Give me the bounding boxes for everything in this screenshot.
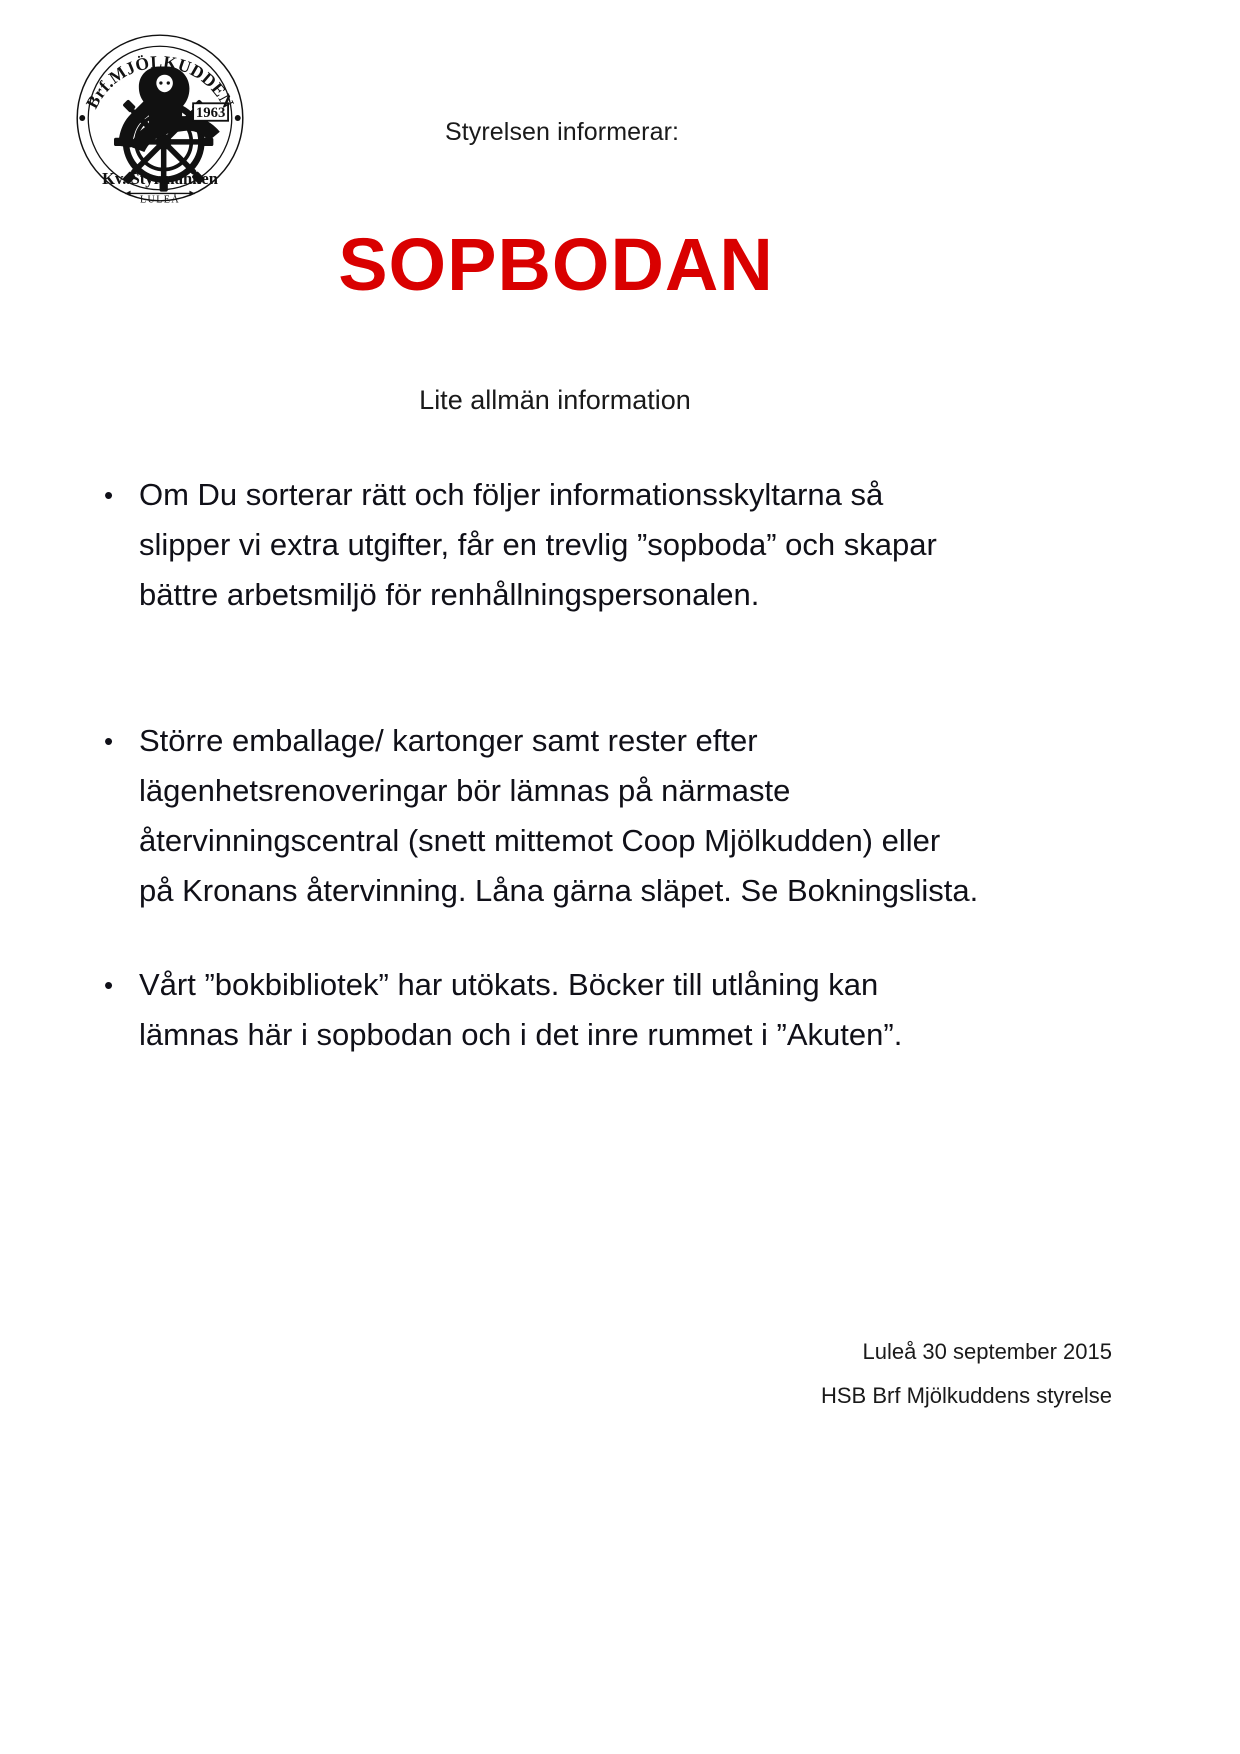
kicker-text: Styrelsen informerar:: [444, 118, 680, 146]
page-subtitle-text: Lite allmän information: [419, 385, 691, 415]
document-footer: [0, 1330, 1112, 1418]
list-item: [96, 716, 1096, 916]
list-item-line: • Om Du sorterar rätt och följer informationsskyltarna så: [139, 477, 884, 512]
footer-signature: HSB Brf Mjölkuddens styrelse: [821, 1383, 1112, 1408]
list-item-line: • Större emballage/ kartonger samt rester efter: [139, 723, 758, 758]
page-subtitle: [0, 385, 1240, 416]
svg-text:Brf.MJÖLKUDDEN: Brf.MJÖLKUDDEN: [81, 51, 239, 112]
list-item-line: återvinningscentral (snett mittemot Coop Mjölkudden) eller: [139, 823, 941, 858]
list-item-line: lägenhetsrenoveringar bör lämnas på närmaste: [139, 773, 791, 808]
svg-text:LULEÅ: LULEÅ: [139, 194, 181, 206]
information-bullet-list: [96, 470, 1096, 1060]
list-item-line: • Vårt ”bokbibliotek” har utökats. Böcker till utlåning kan: [139, 967, 879, 1002]
body-content: [96, 470, 1096, 1060]
list-item: [96, 960, 1096, 1060]
list-item: [96, 470, 1096, 620]
list-item-line: lämnas här i sopbodan och i det inre rummet i ”Akuten”.: [139, 1017, 903, 1052]
page-title: [0, 223, 1240, 306]
footer-place-date: Luleå 30 september 2015: [862, 1339, 1112, 1364]
svg-text:1963: 1963: [195, 105, 226, 122]
svg-text:Kv. Styrmannen: Kv. Styrmannen: [102, 169, 218, 189]
list-item-line: på Kronans återvinning. Låna gärna släpet. Se Bokningslista.: [139, 873, 979, 908]
list-item-line: bättre arbetsmiljö för renhållningspersonalen.: [139, 577, 760, 612]
page-title-text: SOPBODAN: [338, 223, 774, 306]
kicker-line: [0, 118, 1240, 147]
list-item-line: slipper vi extra utgifter, får en trevlig ”sopboda” och skapar: [139, 527, 937, 562]
